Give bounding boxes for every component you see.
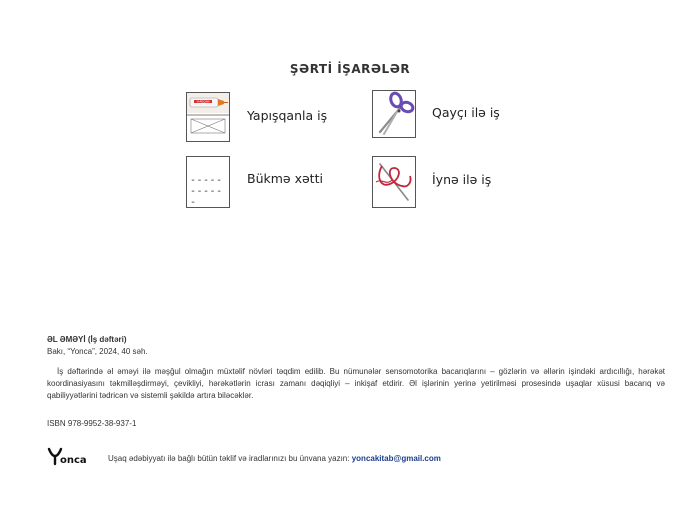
book-title: ƏL ƏMƏYİ xyxy=(47,335,86,344)
glue-icon xyxy=(186,92,230,142)
fold-line-icon: ----------- xyxy=(190,175,223,208)
glue-symbol-box xyxy=(186,92,230,142)
needle-label: İynə ilə iş xyxy=(432,172,492,187)
page-title: ŞƏRTİ İŞARƏLƏR xyxy=(289,62,411,76)
yonca-logo xyxy=(47,446,93,466)
book-subtitle: (İş dəftəri) xyxy=(87,335,127,344)
contact-email[interactable]: yoncakitab@gmail.com xyxy=(351,454,441,463)
needle-thread-icon xyxy=(372,156,416,208)
glue-tube-text: YAPIŞQAN xyxy=(196,100,210,104)
fold-line-symbol-box xyxy=(186,156,230,208)
scissors-symbol-box xyxy=(372,90,416,138)
fold-line-label: Bükmə xətti xyxy=(247,171,323,186)
book-description: İş dəftərində əl əməyi ilə məşğul olmağın müxtəlif növləri təqdim edilib. Bu nümunələr sensomotorika bacarıqlarını – gözlərin və əllərin işindəki ardıcıllığı, hərəkət koordinasiyasını təkmilləşdirməyi, çevikliyi, hərəkətlərin icrası zamanı dəqiqliyi – inkişaf etdirir. Əl işlərinin yerinə yetirilməsi prosesində uşaqlar xüsusi bacarıq və qabiliyyətlərini tədricən və sistemli şəkildə artıra biləcəklər. xyxy=(47,367,665,400)
scissors-icon xyxy=(372,90,416,138)
isbn: ISBN 978-9952-38-937-1 xyxy=(47,419,137,428)
contact-text: Uşaq ədəbiyyatı ilə bağlı bütün təklif və iradlarınızı bu ünvana yazın: xyxy=(108,454,350,463)
scissors-label: Qayçı ilə iş xyxy=(432,105,500,120)
svg-text:onca: onca xyxy=(60,455,87,466)
contact-line xyxy=(108,454,441,463)
publisher-info: Bakı, “Yonca”, 2024, 40 səh. xyxy=(47,347,148,356)
needle-symbol-box xyxy=(372,156,416,208)
glue-label: Yapışqanla iş xyxy=(247,108,328,123)
book-title-line xyxy=(47,334,127,346)
